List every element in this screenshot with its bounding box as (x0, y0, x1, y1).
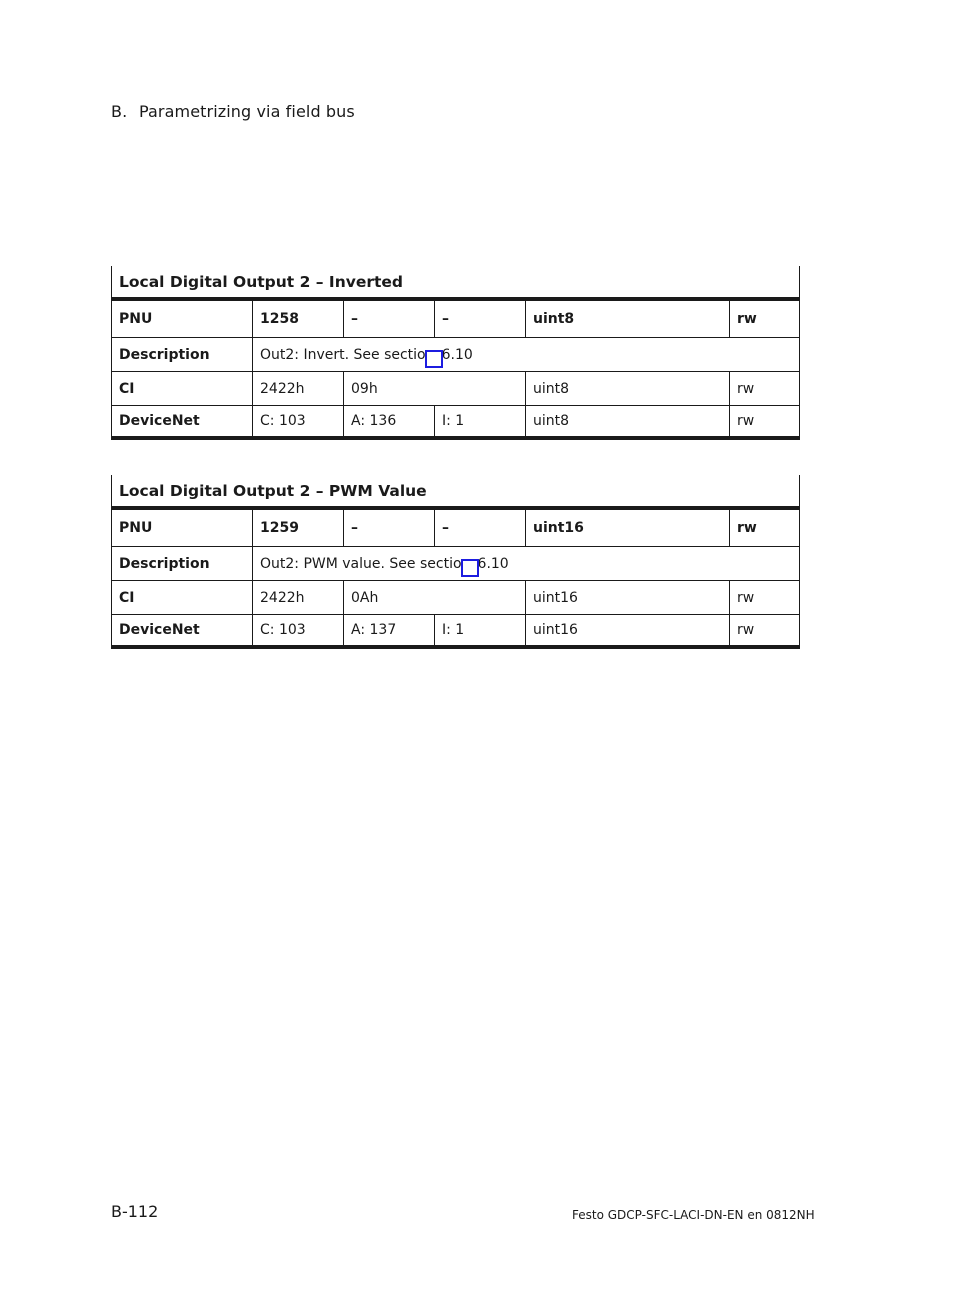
devicenet-class: C: 103 (253, 615, 344, 648)
description-pre: Out2: PWM value. See sectio (260, 555, 462, 572)
pnu-col3: – (344, 508, 435, 547)
ci-label: CI (112, 581, 253, 615)
ci-type: uint16 (526, 581, 730, 615)
description-post: 6.10 (477, 555, 509, 572)
table-row-description (112, 338, 800, 372)
parameter-table-inverted (111, 266, 800, 440)
pnu-col4: – (435, 299, 526, 338)
devicenet-attribute: A: 136 (344, 406, 435, 439)
description-text (253, 547, 800, 581)
description-text (253, 338, 800, 372)
pnu-col3: – (344, 299, 435, 338)
table-title-row (112, 266, 800, 299)
section-link[interactable] (425, 350, 443, 368)
table-row-pnu (112, 508, 800, 547)
table-row-ci (112, 372, 800, 406)
description-label: Description (112, 547, 253, 581)
pnu-col4: – (435, 508, 526, 547)
ci-index: 2422h (253, 581, 344, 615)
devicenet-label: DeviceNet (112, 615, 253, 648)
table-row-devicenet (112, 406, 800, 439)
pnu-label: PNU (112, 508, 253, 547)
pnu-type: uint16 (526, 508, 730, 547)
devicenet-label: DeviceNet (112, 406, 253, 439)
pnu-value: 1258 (253, 299, 344, 338)
document-id: Festo GDCP-SFC-LACI-DN-EN en 0812NH (572, 1208, 815, 1222)
page-number: B-112 (111, 1202, 159, 1221)
devicenet-access: rw (730, 615, 800, 648)
table-title-row (112, 475, 800, 508)
section-link[interactable] (461, 559, 479, 577)
ci-access: rw (730, 372, 800, 406)
pnu-value: 1259 (253, 508, 344, 547)
description-pre: Out2: Invert. See sectio (260, 346, 426, 363)
devicenet-type: uint16 (526, 615, 730, 648)
ci-access: rw (730, 581, 800, 615)
ci-subindex: 09h (344, 372, 526, 406)
devicenet-type: uint8 (526, 406, 730, 439)
description-post: 6.10 (441, 346, 473, 363)
table-row-ci (112, 581, 800, 615)
table-title: Local Digital Output 2 – Inverted (112, 266, 800, 299)
pnu-access: rw (730, 299, 800, 338)
pnu-access: rw (730, 508, 800, 547)
ci-index: 2422h (253, 372, 344, 406)
ci-subindex: 0Ah (344, 581, 526, 615)
parameter-table-pwm-value (111, 475, 800, 649)
devicenet-access: rw (730, 406, 800, 439)
devicenet-instance: I: 1 (435, 406, 526, 439)
pnu-type: uint8 (526, 299, 730, 338)
table-row-description (112, 547, 800, 581)
devicenet-instance: I: 1 (435, 615, 526, 648)
table-title: Local Digital Output 2 – PWM Value (112, 475, 800, 508)
table-row-pnu (112, 299, 800, 338)
devicenet-class: C: 103 (253, 406, 344, 439)
description-label: Description (112, 338, 253, 372)
table-row-devicenet (112, 615, 800, 648)
devicenet-attribute: A: 137 (344, 615, 435, 648)
section-number: B. (111, 102, 128, 121)
ci-label: CI (112, 372, 253, 406)
section-header (111, 102, 355, 121)
ci-type: uint8 (526, 372, 730, 406)
pnu-label: PNU (112, 299, 253, 338)
section-title: Parametrizing via field bus (139, 102, 355, 121)
